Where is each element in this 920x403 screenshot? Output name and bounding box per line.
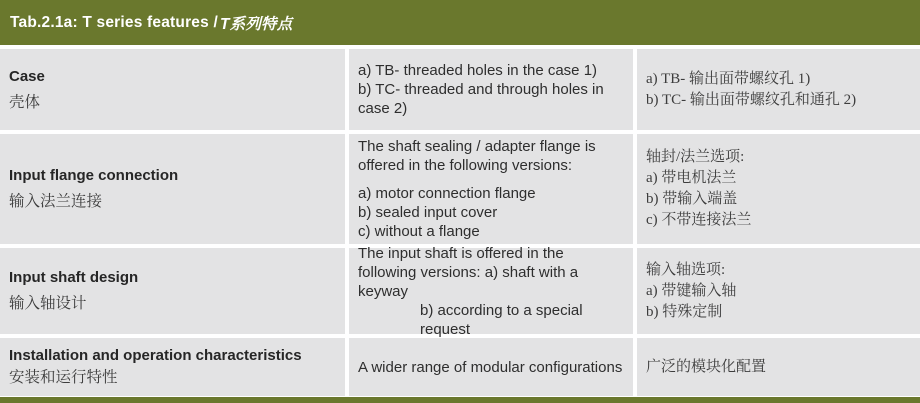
table-title-zh: T系列特点 (219, 15, 293, 33)
description-line: b) 特殊定制 (646, 303, 723, 320)
description-line: b) TC- 输出面带螺纹孔和通孔 2) (646, 91, 857, 108)
description-en-cell (349, 49, 633, 130)
feature-name-en: Installation and operation characteristics (9, 347, 302, 364)
feature-cell (0, 134, 345, 244)
description-line: b) sealed input cover (358, 204, 498, 221)
description-zh-cell (637, 248, 920, 334)
table-row (0, 134, 920, 244)
table-row (0, 338, 920, 396)
description-line: b) according to a special request (420, 301, 583, 338)
description-en-cell (349, 244, 633, 338)
description-en-cell (349, 338, 633, 396)
feature-name-en: Case (9, 67, 45, 85)
description-line: a) TB- 输出面带螺纹孔 1) (646, 70, 811, 87)
table-bottom-bar (0, 397, 920, 403)
description-zh-cell (637, 49, 920, 130)
feature-name-en: Input shaft design (9, 269, 139, 286)
description-line: c) without a flange (358, 223, 480, 240)
description-intro: The shaft sealing / adapter flange is offered in the following versions: (358, 138, 596, 174)
feature-cell (0, 248, 345, 334)
feature-name-zh: 输入法兰连接 (9, 193, 103, 210)
description-intro: The input shaft is offered in the following versions: a) shaft with a keyway (358, 244, 579, 300)
description-line: c) 不带连接法兰 (646, 212, 752, 228)
feature-name-zh: 安装和运行特性 (9, 369, 118, 386)
description-line: a) 带键输入轴 (646, 282, 737, 299)
description-en-cell (349, 134, 633, 244)
feature-cell (0, 49, 345, 130)
description-line: b) 带输入端盖 (646, 191, 738, 207)
description-zh-cell (637, 134, 920, 244)
description-line: b) TC- threaded and through holes in case 2) (358, 81, 604, 117)
feature-name-zh: 输入轴设计 (9, 295, 87, 312)
description-intro: A wider range of modular configurations (358, 358, 623, 376)
description-zh-cell (637, 338, 920, 396)
description-line: 轴封/法兰选项: (646, 149, 745, 165)
feature-name-zh: 壳体 (9, 93, 41, 111)
description-line: 输入轴选项: (646, 261, 726, 278)
table-row (0, 244, 920, 338)
feature-name-en: Input flange connection (9, 167, 179, 184)
description-line: a) motor connection flange (358, 185, 536, 202)
description-line: a) TB- threaded holes in the case 1) (358, 62, 598, 79)
description-line: 广泛的模块化配置 (646, 358, 767, 375)
feature-cell (0, 338, 345, 396)
table-row (0, 49, 920, 130)
table-title: Tab.2.1a: T series features / (10, 13, 218, 31)
description-line: a) 带电机法兰 (646, 170, 737, 186)
table-title-bar (0, 0, 920, 45)
